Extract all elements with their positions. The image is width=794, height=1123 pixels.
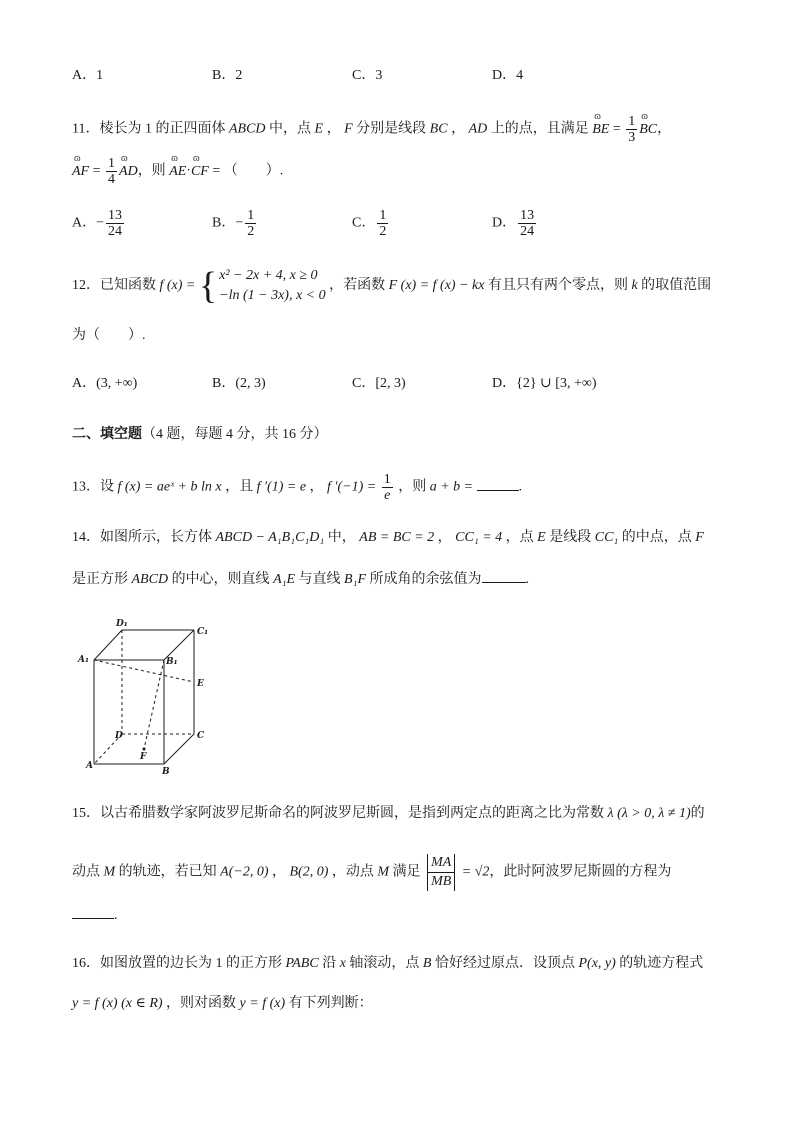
q15-text: 的 xyxy=(690,806,705,821)
q15-text: 动点 xyxy=(72,864,100,880)
q12-option-b: B．(2, 3) xyxy=(212,376,266,391)
q12-case1: x² − 2x + 4, x ≥ 0 xyxy=(219,268,318,283)
q11-segment-ad: AD xyxy=(468,121,488,137)
edge-c1b1 xyxy=(164,630,194,660)
q12-line1 xyxy=(72,266,711,306)
q13-text: ，则 xyxy=(398,479,427,495)
q11-text: 11．棱长为 1 的正四面体 xyxy=(72,121,226,137)
frac-den: 24 xyxy=(520,224,535,239)
q11-option-c xyxy=(352,208,390,239)
q15-text: ， xyxy=(272,864,286,880)
q16-axis: x xyxy=(339,956,346,971)
q14-text: 是线段 xyxy=(549,530,592,545)
q11-vector-bc: ɷ BC xyxy=(639,120,657,140)
cuboid-figure xyxy=(72,612,222,782)
q13-ask: a + b = xyxy=(429,479,477,495)
q11-text: = xyxy=(89,163,105,179)
q13-line xyxy=(72,472,522,503)
q11-segment-bc: BC xyxy=(429,121,448,137)
label-e: E xyxy=(197,679,204,689)
q11-line1 xyxy=(72,114,671,145)
q14-square: ABCD xyxy=(131,572,169,587)
q14-point-e: E xyxy=(537,530,546,545)
q16-text: 的轨迹方程式 xyxy=(619,956,704,971)
q16-text: ，则对函数 xyxy=(166,996,237,1011)
q13-text: ， xyxy=(309,479,324,495)
label-c1: C₁ xyxy=(197,627,209,637)
piecewise-rows xyxy=(219,266,325,306)
q14-text: ， xyxy=(437,530,452,545)
q13-text: . xyxy=(518,479,523,495)
q13-text: 13．设 xyxy=(72,479,114,495)
q15-text: 的轨迹，若已知 xyxy=(118,864,217,880)
q13-answer-blank[interactable] xyxy=(477,490,519,491)
q14-text: 的中心，则直线 xyxy=(171,572,270,587)
frac-den: 2 xyxy=(379,224,387,239)
q12-function-F: F (x) = f (x) − kx xyxy=(388,278,485,294)
q11-option-b xyxy=(212,208,258,239)
option-label: D． xyxy=(492,215,517,231)
ratio-den: MB xyxy=(427,873,455,891)
q12-text: ，若函数 xyxy=(329,278,386,294)
q15-line1 xyxy=(72,804,705,824)
q13-condition1: f ′(1) = e xyxy=(256,479,307,495)
q15-point-a: A(−2, 0) xyxy=(220,864,269,880)
q12-piecewise xyxy=(199,266,326,306)
q11-text: · xyxy=(186,163,191,179)
q15-text: ，此时阿波罗尼斯圆的方程为 xyxy=(489,864,672,880)
q16-text: 恰好经过原点．设顶点 xyxy=(434,956,575,971)
label-a: A xyxy=(86,761,93,771)
option-sign: − xyxy=(235,215,244,231)
q11-frac-den: 3 xyxy=(628,130,636,145)
frac-den: e xyxy=(384,488,391,503)
label-d1: D₁ xyxy=(116,619,128,629)
edge-d1a1 xyxy=(94,630,122,660)
q11-fraction xyxy=(626,114,637,145)
q16-line2 xyxy=(72,994,373,1014)
q12-option-d: D．{2} ∪ [3, +∞) xyxy=(492,376,597,391)
q15-text: ，动点 xyxy=(331,864,374,880)
frac-num: 1 xyxy=(383,472,391,487)
q11-text: = （ ）. xyxy=(208,163,284,179)
edge-bc xyxy=(164,734,194,764)
q11-vector-cf: ɷ CF xyxy=(191,162,209,182)
q11-frac-num: 1 xyxy=(628,114,636,129)
q11-line2 xyxy=(72,156,283,187)
q13-text: ，且 xyxy=(225,479,254,495)
q10-option-c: C．3 xyxy=(352,68,383,83)
q12-text: 的取值范围 xyxy=(641,278,712,294)
option-fraction xyxy=(106,208,124,239)
q14-text: 所成角的余弦值为 xyxy=(369,572,482,587)
option-label: C． xyxy=(352,215,376,231)
q16-square: PABC xyxy=(285,956,319,971)
q12-option-a: A．(3, +∞) xyxy=(72,376,138,391)
q12-k: k xyxy=(631,278,638,294)
frac-den: 24 xyxy=(108,224,123,239)
q12-function: f (x) = xyxy=(159,278,199,294)
section-title xyxy=(72,424,328,445)
q12-option-c: C．[2, 3) xyxy=(352,376,406,391)
label-b1: B₁ xyxy=(166,657,178,667)
q10-option-b: B．2 xyxy=(212,68,243,83)
q14-ab: AB = BC = 2 xyxy=(359,530,435,545)
q13-fraction xyxy=(382,472,393,503)
q11-text: 上的点，且满足 xyxy=(490,121,589,137)
q11-vector-ae: ɷ AE xyxy=(169,162,186,182)
point-f xyxy=(143,748,146,751)
q10-option-a: A．1 xyxy=(72,68,104,83)
q11-point-e: E xyxy=(314,121,324,137)
q16-point-p: P(x, y) xyxy=(578,956,616,971)
q15-ratio xyxy=(427,854,455,891)
q15-line2 xyxy=(72,854,671,891)
q14-solid: ABCD − A₁B₁C₁D₁ xyxy=(215,530,325,545)
option-label: A． xyxy=(72,215,97,231)
brace-icon: { xyxy=(198,265,218,307)
q14-line2 xyxy=(72,570,529,590)
q15-text: 满足 xyxy=(392,864,421,880)
q16-line1 xyxy=(72,954,703,974)
q11-text: ， xyxy=(451,121,466,137)
q11-text: ， xyxy=(657,121,672,137)
q16-expr2: y = f (x) xyxy=(239,996,286,1011)
q13-condition2: f ′(−1) = xyxy=(327,479,380,495)
q13-function: f (x) = aeˣ + b ln x xyxy=(117,479,222,495)
q14-line-b1f: B₁F xyxy=(344,572,367,587)
q16-expr: y = f (x) (x ∈ R) xyxy=(72,996,163,1011)
q16-text: 有下列判断： xyxy=(288,996,373,1011)
q16-text: 轴滚动，点 xyxy=(349,956,420,971)
frac-num: 1 xyxy=(379,208,387,223)
option-label: B． xyxy=(212,215,236,231)
label-c: C xyxy=(197,731,205,741)
q14-answer-blank[interactable] xyxy=(482,582,526,583)
q12-line2: 为（ ）. xyxy=(72,328,146,343)
q12-case2: −ln (1 − 3x), x < 0 xyxy=(219,288,326,303)
q14-text: 的中点，点 xyxy=(621,530,692,545)
q11-text: 中，点 xyxy=(269,121,312,137)
q15-point-m: M xyxy=(377,864,390,880)
q11-text: ， xyxy=(326,121,341,137)
frac-num: 1 xyxy=(247,208,255,223)
label-d: D xyxy=(115,731,123,741)
q15-answer-blank[interactable] xyxy=(72,918,114,919)
q14-text: 是正方形 xyxy=(72,572,128,587)
q11-tetrahedron: ABCD xyxy=(228,121,266,137)
q14-text: 中， xyxy=(327,530,356,545)
q14-text: 14．如图所示，长方体 xyxy=(72,530,212,545)
q14-cc: CC₁ = 4 xyxy=(455,530,503,545)
q11-text: = xyxy=(609,121,625,137)
q11-frac-num: 1 xyxy=(108,156,116,171)
ratio-num: MA xyxy=(427,854,455,873)
label-f: F xyxy=(140,752,147,762)
option-fraction xyxy=(245,208,256,239)
q11-point-f: F xyxy=(344,121,353,137)
q11-fraction xyxy=(106,156,117,187)
q14-text: . xyxy=(525,572,530,587)
q15-text: 15．以古希腊数学家阿波罗尼斯命名的阿波罗尼斯圆，是指到两定点的距离之比为常数 xyxy=(72,806,604,821)
q11-vector-be: ɷ BE xyxy=(592,120,609,140)
frac-num: 13 xyxy=(520,208,535,223)
q15-lambda: λ (λ > 0, λ ≠ 1) xyxy=(607,806,691,821)
q11-vector-ad: ɷ AD xyxy=(119,162,138,182)
q15-eq: = √2 xyxy=(458,864,490,880)
q15-text: . xyxy=(114,908,118,923)
q10-option-d: D．4 xyxy=(492,68,524,83)
q14-point-f: F xyxy=(695,530,704,545)
q11-option-a xyxy=(72,208,126,239)
q11-frac-den: 4 xyxy=(108,172,116,187)
frac-den: 2 xyxy=(247,224,255,239)
q15-point-m: M xyxy=(103,864,116,880)
label-b: B xyxy=(162,767,170,777)
q16-text: 16．如图放置的边长为 1 的正方形 xyxy=(72,956,282,971)
q14-segment: CC₁ xyxy=(594,530,619,545)
q14-text: 与直线 xyxy=(298,572,341,587)
option-sign: − xyxy=(96,215,105,231)
q11-vector-af: ɷ AF xyxy=(72,162,89,182)
section-note: （4 题，每题 4 分，共 16 分） xyxy=(142,427,328,442)
frac-num: 13 xyxy=(108,208,123,223)
q11-text: 分别是线段 xyxy=(356,121,427,137)
q15-point-b: B(2, 0) xyxy=(289,864,329,880)
q11-text: ，则 xyxy=(137,163,166,179)
q12-text: 有且只有两个零点，则 xyxy=(487,278,628,294)
section-heading: 二、填空题 xyxy=(72,426,142,442)
q16-text: 沿 xyxy=(322,956,337,971)
q14-text: ，点 xyxy=(505,530,534,545)
q12-text: 12．已知函数 xyxy=(72,278,156,294)
option-fraction xyxy=(377,208,388,239)
q16-point-b: B xyxy=(422,956,432,971)
q14-line-a1e: A₁E xyxy=(273,572,296,587)
q11-option-d xyxy=(492,208,538,239)
option-fraction xyxy=(518,208,536,239)
label-a1: A₁ xyxy=(78,655,89,665)
q14-line1 xyxy=(72,528,704,548)
line-a1e xyxy=(94,660,194,682)
q15-line3 xyxy=(72,906,118,926)
